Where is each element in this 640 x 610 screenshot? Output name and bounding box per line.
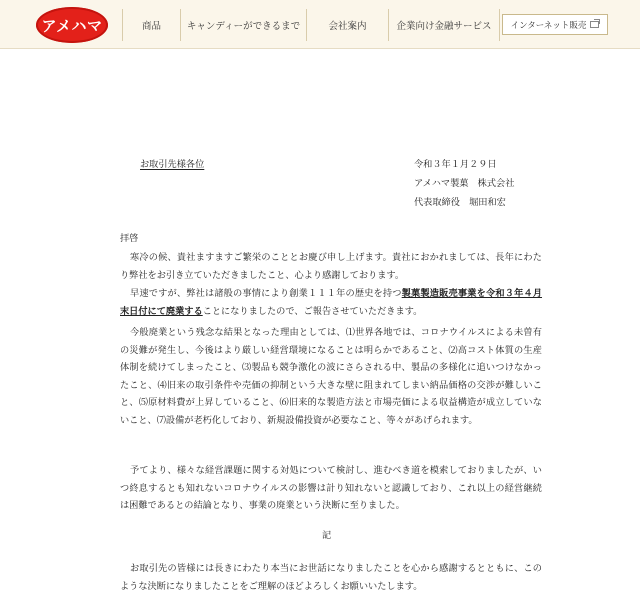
announcement-intro: 早速ですが、弊社は諸般の事情により創業１１１年の歴史を持つ [130,288,402,299]
sender-block [414,159,514,216]
ki-heading: 記 [322,530,332,541]
addressee: お取引先様各位 [140,159,205,170]
internet-sales-button[interactable] [502,14,608,35]
announcement-outro: ことになりましたので、ご報告させていただきます。 [202,305,423,317]
paragraph-decision: 予てより、様々な経営課題に関する対処について検討し、進むべき道を模索しておりましたが、いつ終息するとも知れないコロナウイルスの影響は計り知れないと認識しており、これ以上の経営継続は困難であるとの結論となり、事業の廃業という決断に至りました。 [120,465,542,511]
nav-candy-making[interactable]: キャンディーができるまで [180,9,306,41]
closure-statement: 製菓製造販売事業を令和３年４月末日付にて廃業する [120,288,543,317]
external-link-icon [590,21,599,28]
paragraph-announcement [120,285,542,320]
representative: 代表取締役 堀田和宏 [414,197,506,208]
logo-text: アメハマ [41,16,103,35]
paragraph-greeting: 寒冷の候、貴社ますますご繁栄のこととお慶び申し上げます。貴社におかれましては、長年にわたり弊社をお引き立ていただきましたこと、心より感謝しております。 [120,252,542,281]
main-nav [122,0,500,49]
nav-corporate-finance[interactable]: 企業向け金融サービス [388,9,500,41]
letter-date: 令和３年１月２９日 [414,159,497,170]
nav-products[interactable]: 商品 [122,9,180,41]
amehama-logo[interactable] [36,7,108,43]
paragraph-reasons: 今般廃業という残念な結果となった理由としては、⑴世界各地では、コロナウイルスによる未曽有の災難が発生し、今後はより厳しい経営環境になることは明らかであること、⑵高コスト体質の生産体制を続けてしまったこと、⑶製品も競争激化の波にさらされる中、製品の多様化に追いつけなかったこと、⑷旧来の取引条件や売価の抑制という大きな壁に阻まれてしまい納品価格の交渉が難しいこと、⑸原材料費が上昇していること、⑹旧来的な製造方法と市場売価による収益構造が成立していないこと、⑺設備が老朽化しており、新規設備投資が必要なこと、等々があげられます。 [120,327,542,426]
company-name: アメハマ製菓 株式会社 [414,178,515,189]
notice-letter [0,49,640,610]
paragraph-thanks: お取引先の皆様には長きにわたり本当にお世話になりましたことを心から感謝するとともに、このような決断になりましたことをご理解のほどよろしくお願いいたします。 [120,563,542,592]
salutation: 拝啓 [120,233,139,244]
internet-sales-label: インターネット販売 [510,20,587,31]
site-header [0,0,640,49]
nav-company[interactable]: 会社案内 [306,9,388,41]
